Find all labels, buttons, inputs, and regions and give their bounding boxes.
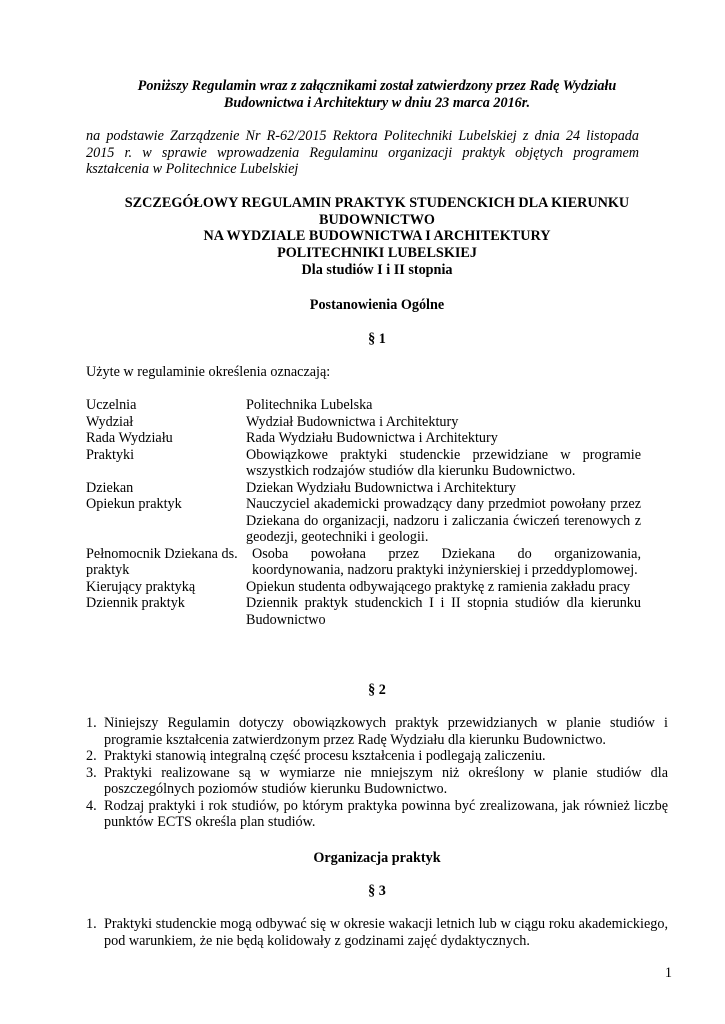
definition-description: Opiekun studenta odbywającego praktykę z ramienia zakładu pracy [246, 578, 631, 595]
definition-term: Uczelnia [86, 397, 137, 413]
definition-description: Obowiązkowe praktyki studenckie przewidziane w programie wszystkich rodzajów studiów dla kierunku Budownictwo. [246, 446, 641, 479]
approval-line-2: Budownictwa i Architektury w dniu 23 marca 2016r. [223, 94, 531, 111]
definition-description: Dziennik praktyk studenckich I i II stopnia studiów dla kierunku Budownictwo [246, 595, 641, 628]
title-line-4: POLITECHNIKI LUBELSKIEJ [277, 245, 477, 262]
list-item-number: 1. [86, 916, 97, 932]
list-item-number: 2. [86, 748, 97, 764]
page-number: 1 [664, 965, 672, 981]
definition-description: Osoba powołana przez Dziekana do organizowania, koordynowania, nadzoru praktyki inżynierskiej i przeddyplomowej. [252, 545, 641, 578]
title-line-5: Dla studiów I i II stopnia [301, 261, 453, 278]
list-item [86, 798, 668, 831]
definition-term: Pełnomocnik Dziekana ds. praktyk [86, 545, 238, 578]
document-title [86, 195, 668, 279]
title-line-3: NA WYDZIALE BUDOWNICTWA I ARCHITEKTURY [203, 228, 551, 245]
paragraph-3-list [86, 916, 668, 949]
legal-basis-note: na podstawie Zarządzenie Nr R-62/2015 Rektora Politechniki Lubelskiej z dnia 24 listopada 2015 r. w sprawie wprowadzenia Regulaminu organizacji praktyk objętych programem kształcenia w Politechnice Lubelskiej [86, 128, 639, 177]
definition-description: Wydział Budownictwa i Architektury [246, 413, 459, 430]
definition-term: Opiekun praktyk [86, 496, 182, 512]
definition-description: Dziekan Wydziału Budownictwa i Architektury [246, 479, 516, 496]
definition-row [86, 447, 641, 480]
definition-description: Nauczyciel akademicki prowadzący dany przedmiot powołany przez Dziekana do organizacji, nadzoru i zaliczania ćwiczeń terenowych z geodezji, geotechniki i geologii. [246, 496, 641, 545]
title-line-1: SZCZEGÓŁOWY REGULAMIN PRAKTYK STUDENCKICH DLA KIERUNKU [124, 195, 630, 211]
list-item-text: Praktyki stanowią integralną część procesu kształcenia i podlegają zaliczeniu. [104, 748, 546, 764]
list-item-text: Rodzaj praktyki i rok studiów, po którym praktyka powinna być zrealizowana, jak również liczbę punktów ECTS określa plan studiów. [104, 797, 668, 830]
definition-row [86, 397, 641, 414]
section-heading-organization: Organizacja praktyk [313, 850, 441, 866]
definitions-list [86, 397, 641, 628]
definition-term: Praktyki [86, 446, 135, 463]
approval-line-1: Poniższy Regulamin wraz z załącznikami został zatwierdzony przez Radę Wydziału [137, 78, 617, 94]
definition-row [86, 546, 641, 579]
list-item [86, 916, 668, 949]
paragraph-2-list [86, 715, 668, 831]
definition-description: Politechnika Lubelska [246, 397, 373, 413]
section-heading-general: Postanowienia Ogólne [309, 297, 445, 313]
list-item-text: Praktyki realizowane są w wymiarze nie mniejszym niż określony w planie studiów dla poszczególnych poziomów studiów kierunku Budownictwo. [104, 764, 668, 797]
list-item [86, 765, 668, 798]
definition-description: Rada Wydziału Budownictwa i Architektury [246, 430, 498, 446]
approval-note [86, 78, 668, 111]
definitions-intro: Użyte w regulaminie określenia oznaczają: [86, 364, 331, 380]
list-item-number: 3. [86, 764, 97, 781]
definition-row [86, 480, 641, 497]
definition-row [86, 496, 641, 546]
definition-term: Kierujący praktyką [86, 578, 196, 595]
paragraph-mark-1: § 1 [368, 331, 386, 347]
definition-row [86, 414, 641, 431]
definition-term: Dziekan [86, 479, 134, 496]
list-item-text: Niniejszy Regulamin dotyczy obowiązkowych praktyk przewidzianych w planie studiów i programie kształcenia zatwierdzonym przez Radę Wydziału dla kierunku Budownictwo. [104, 715, 668, 748]
list-item-text: Praktyki studenckie mogą odbywać się w okresie wakacji letnich lub w ciągu roku akademickiego, pod warunkiem, że nie będą kolidowały z godzinami zajęć dydaktycznych. [104, 916, 668, 949]
title-line-2: BUDOWNICTWO [319, 211, 435, 228]
list-item [86, 748, 668, 765]
list-item-number: 1. [86, 715, 97, 731]
paragraph-mark-2: § 2 [368, 682, 386, 698]
definition-term: Dziennik praktyk [86, 595, 185, 611]
definition-term: Wydział [86, 413, 134, 430]
list-item-number: 4. [86, 797, 97, 814]
definition-term: Rada Wydziału [86, 430, 173, 446]
list-item [86, 715, 668, 748]
paragraph-mark-3: § 3 [368, 883, 386, 899]
definition-row [86, 595, 641, 628]
definition-row [86, 579, 641, 596]
definition-row [86, 430, 641, 447]
